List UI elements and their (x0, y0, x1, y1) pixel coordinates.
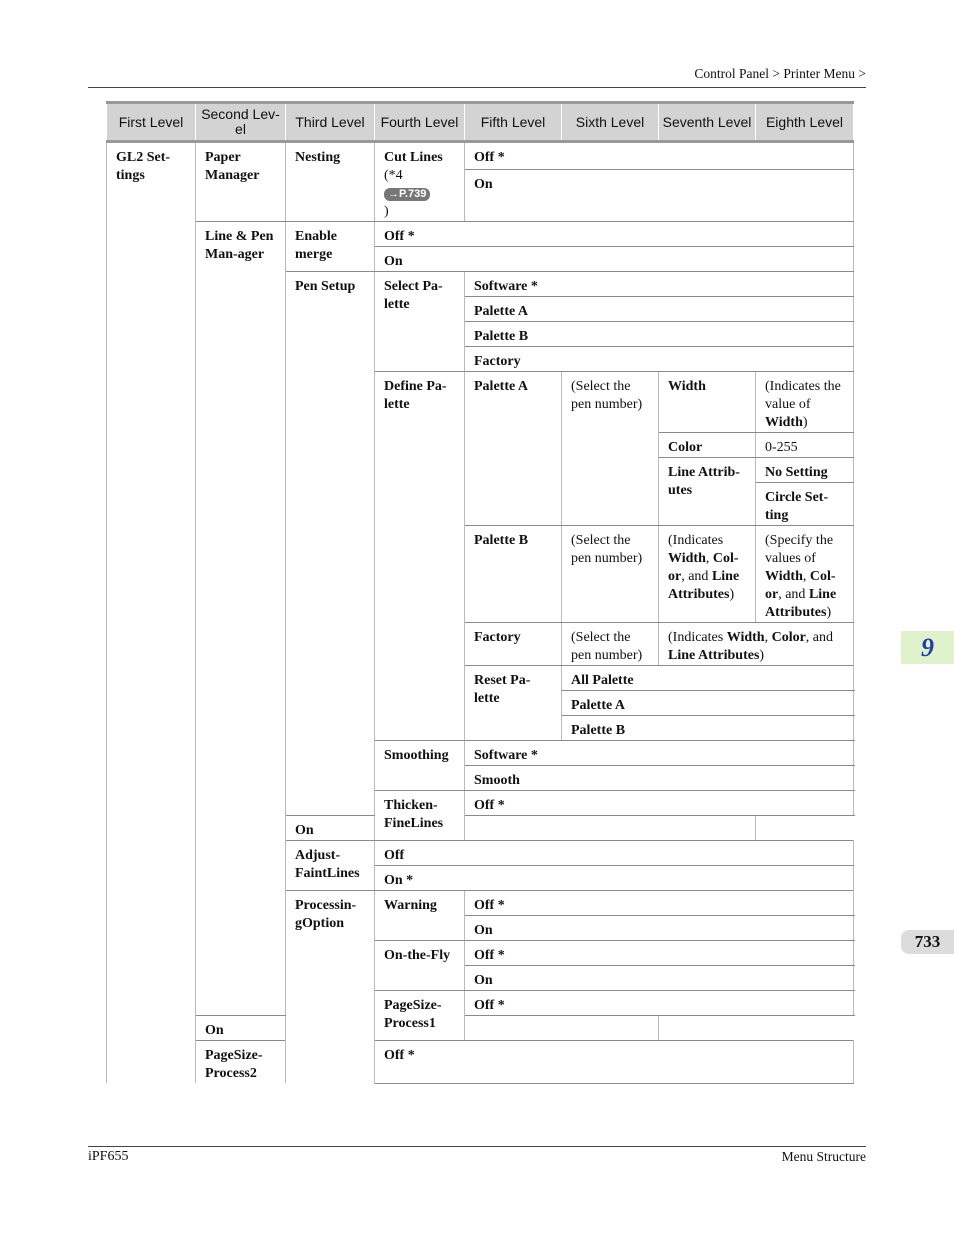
cell-palette-a: Palette A (562, 691, 854, 716)
cell-circle-setting: Circle Set-ting (756, 483, 854, 526)
cell-palette-a: Palette A (465, 297, 854, 322)
cell-indicates-attributes (659, 526, 756, 623)
note-bold: Width (765, 569, 803, 584)
cell-line-attributes: Line Attrib-utes (659, 458, 756, 526)
cell-select-palette: Select Pa-lette (375, 272, 465, 372)
cell-smooth: Smooth (465, 766, 854, 791)
cell-paper-manager: Paper Manager (196, 142, 286, 222)
cell-on: On (286, 816, 756, 841)
cell-on-default: On * (375, 866, 854, 891)
page-number: 733 (901, 930, 954, 954)
table-row (107, 1041, 854, 1084)
note-bold: Color (771, 630, 806, 645)
cell-off-default: Off * (465, 941, 854, 966)
cell-define-palette: Define Pa-lette (375, 372, 465, 741)
cell-off-default: Off * (465, 791, 854, 816)
cell-software-default: Software * (465, 741, 854, 766)
cell-palette-a: Palette A (465, 372, 562, 526)
cell-software-default: Software * (465, 272, 854, 297)
cell-gl2-settings: GL2 Set-tings (107, 142, 196, 1084)
note-text: (Indicates (668, 533, 724, 548)
note-bold: Width (668, 551, 706, 566)
note-text: , (705, 551, 713, 566)
cell-on: On (465, 916, 854, 941)
cell-pagesize-process2: PageSize-Process2 (196, 1041, 286, 1084)
cell-pagesize-process1: PageSize-Process1 (375, 991, 465, 1041)
table-row (107, 222, 854, 247)
cell-all-palette: All Palette (562, 666, 854, 691)
cell-factory-indicates (659, 623, 854, 666)
cell-select-pen-number: (Select the pen number) (562, 526, 659, 623)
header-first-level: First Level (107, 103, 196, 142)
header-third-level: Third Level (286, 103, 375, 142)
cell-no-setting: No Setting (756, 458, 854, 483)
cell-palette-b: Palette B (465, 322, 854, 347)
footer-product: iPF655 (88, 1149, 129, 1164)
cell-off: Off (375, 841, 854, 866)
header-fifth-level: Fifth Level (465, 103, 562, 142)
note-bold: Width (726, 630, 765, 645)
cell-thicken-finelines: Thicken-FineLines (375, 791, 465, 841)
cell-enable-merge: Enable merge (286, 222, 375, 272)
cell-on-the-fly: On-the-Fly (375, 941, 465, 991)
cell-select-pen-number: (Select the pen number) (562, 372, 659, 526)
cell-select-pen-number: (Select the pen number) (562, 623, 659, 666)
cell-width-note (756, 372, 854, 433)
header-rule (88, 87, 866, 88)
cell-line-pen-manager: Line & Pen Man-ager (196, 222, 286, 1016)
page-reference-link[interactable]: →P.739 (384, 188, 430, 201)
breadcrumb: Control Panel > Printer Menu > (694, 66, 866, 81)
note-text: (Indicates (668, 630, 727, 645)
header-fourth-level: Fourth Level (375, 103, 465, 142)
header-eighth-level: Eighth Level (756, 103, 854, 142)
footer-section: Menu Structure (781, 1149, 866, 1164)
cell-palette-b: Palette B (465, 526, 562, 623)
cell-on: On (196, 1016, 659, 1041)
width-note-bold: Width (765, 415, 803, 430)
cell-on: On (375, 247, 854, 272)
cell-off-default: Off * (465, 142, 854, 170)
cell-off-default: Off * (375, 222, 854, 247)
cell-palette-b: Palette B (562, 716, 854, 741)
cut-lines-note: (*4 (384, 168, 403, 183)
cut-lines-note-close: ) (384, 204, 389, 219)
note-text: , and (778, 587, 809, 602)
chapter-tab: 9 (901, 631, 954, 664)
menu-structure-table (106, 101, 854, 1084)
note-text: , and (805, 630, 834, 645)
width-note-close: ) (802, 415, 808, 430)
header-sixth-level: Sixth Level (562, 103, 659, 142)
table-row (107, 142, 854, 170)
note-bold: Line Attributes (668, 569, 740, 602)
footer-rule (88, 1146, 866, 1147)
cell-reset-palette: Reset Pa-lette (465, 666, 562, 741)
cut-lines-label: Cut Lines (384, 150, 443, 165)
cell-specify-attributes (756, 526, 854, 623)
note-text: ) (826, 605, 832, 620)
header-second-level: Second Lev-el (196, 103, 286, 142)
note-text: (Specify the values of (765, 533, 834, 566)
cell-on: On (465, 966, 854, 991)
note-bold: Col-or (765, 569, 836, 602)
cell-processing-option: Processin-gOption (286, 891, 375, 1084)
table-header-row (107, 103, 854, 142)
table-row (107, 1016, 854, 1041)
header-seventh-level: Seventh Level (659, 103, 756, 142)
note-text: , (764, 630, 772, 645)
cell-factory: Factory (465, 623, 562, 666)
note-bold: Col-or (668, 551, 739, 584)
cell-adjust-faintlines: Adjust-FaintLines (286, 841, 375, 891)
note-text: ) (729, 587, 735, 602)
cell-color: Color (659, 433, 756, 458)
cell-width: Width (659, 372, 756, 433)
cell-nesting: Nesting (286, 142, 375, 222)
note-text: , (802, 569, 810, 584)
note-text: , and (681, 569, 712, 584)
cell-pen-setup: Pen Setup (286, 272, 375, 816)
cell-on: On (465, 170, 854, 222)
cell-color-range: 0-255 (756, 433, 854, 458)
note-text: ) (759, 648, 765, 663)
cell-factory: Factory (465, 347, 854, 372)
cell-off-default: Off * (465, 991, 854, 1016)
cell-smoothing: Smoothing (375, 741, 465, 791)
note-bold: Line Attributes (668, 648, 760, 663)
cell-warning: Warning (375, 891, 465, 941)
cell-off-default: Off * (465, 891, 854, 916)
cell-off-default: Off * (375, 1041, 854, 1084)
cell-cut-lines (375, 142, 465, 222)
width-note-text: (Indicates the value of (765, 379, 841, 412)
note-bold: Line Attributes (765, 587, 837, 620)
